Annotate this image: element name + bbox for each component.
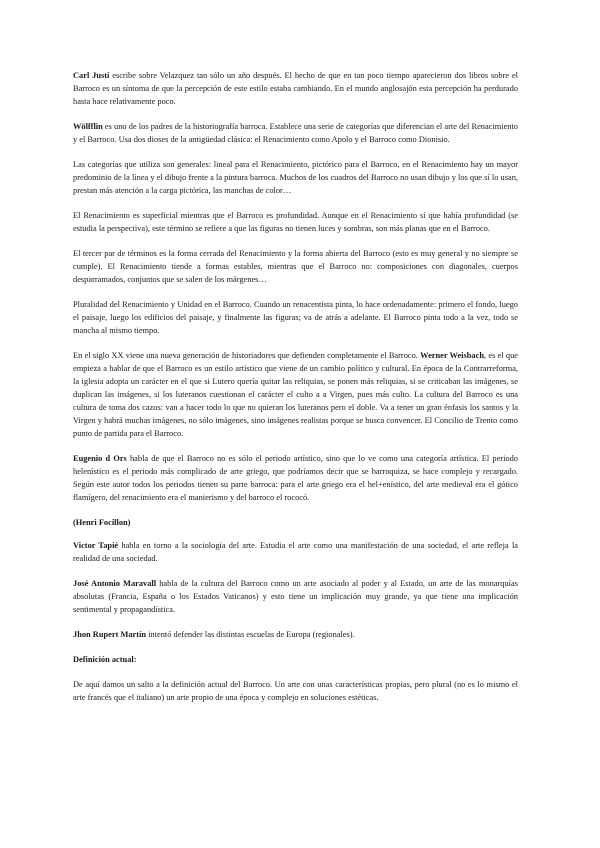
paragraph-justi (73, 69, 518, 108)
paragraph-text: es uno de los padres de la historiografía barroca. Establece una serie de categorías que diferencian el arte del Renacimiento y el Barroco. Usa dos dioses de la antigüedad clásica: el Renacimiento como Apolo y el Barroco como Dionisio. (73, 122, 518, 144)
paragraph-text: , es el que empieza a hablar de que el Barroco es un estilo artístico que viene de un cambio político y cultural. En época de la Contrarreforma, la iglesia adopta un carácter en el que si Lutero quería quitar las reliquias, se ponen más reliquias, si se criticaban las imágenes, se duplican las imágenes, si los luteranos cuestionan el carácter el culto a a Virgen, pues más culto. La cultura del Barroco es una cultura de toma dos cazos: van a hacer todo lo que no quieran los luteranos pero el doble. Va a tener un gran énfasis los santos y la Virgen y habrá muchas imágenes, no sólo imágenes, sino imágenes realistas porque se busca convencer. El Concilio de Trento como punto de partida para el Barroco. (73, 351, 518, 438)
author-name: Werner Weisbach (420, 351, 484, 360)
paragraph-tercer (73, 247, 518, 286)
paragraph-text: habla en torno a la sociología del arte. Estudia el arte como una manifestación de una sociedad, el arte refleja la realidad de una sociedad. (73, 541, 518, 563)
paragraph-text: El Renacimiento es superficial mientras que el Barroco es profundidad. Aunque en el Renacimiento sí que había profundidad (se estudia la perspectiva), este término se refiere a que las figuras no tienen luces y sombras, son más planas que en el Barroco. (73, 211, 518, 233)
paragraph-maravall (73, 577, 518, 616)
paragraph-text: El tercer par de términos es la forma cerrada del Renacimiento y la forma abierta del Barroco (esto es muy general y no siempre se cumple). El Renacimiento tiende a formas estables, mientras que el Barroco no: composiciones con diagonales, cuerpos desparramados, conjuntos que se salen de los márgenes… (73, 249, 518, 284)
paragraph-wolfflin (73, 120, 518, 146)
paragraph-martin (73, 628, 518, 641)
author-name: Wölfflin (73, 122, 103, 131)
author-name: Jhon Rupert Martín (73, 630, 147, 639)
paragraph-text: En el siglo XX viene una nueva generación de historiadores que defienden completamente el Barroco. (73, 351, 421, 360)
heading-focillon: (Henri Focillon) (73, 518, 131, 527)
paragraph-superficial (73, 209, 518, 235)
paragraph-siglo-xx (73, 349, 518, 440)
paragraph-text: habla de que el Barroco no es sólo el periodo artístico, sino que lo ve como una categoría artística. El periodo helenístico es el periodo más complicado de arte griego, que podríamos decir que se barroquiza, se hace complejo y recargado. Según este autor todos los periodos tienen su parte barroca: para el arte griego era el hel+enístico, del arte medieval era el gótico flamígero, del renacimiento era el manierismo y del barroco el rococó. (73, 454, 518, 502)
paragraph-categorias (73, 158, 518, 197)
author-name: José Antonio Maravall (73, 579, 157, 588)
paragraph-text: Las categorías que utiliza son generales: lineal para el Renacimiento, pictórico para el Barroco, en el Renacimiento hay un mayor predominio de la línea y el dibujo frente a la pintura barroca. Muchos de los cuadros del Barroco no usan dibujo y los que sí lo usan, prestan más atención a la carga pictórica, las manchas de color… (73, 160, 518, 195)
heading-definicion-actual: Definición actual: (73, 655, 137, 664)
paragraph-ors (73, 452, 518, 504)
author-name: Eugenio d Ors (73, 454, 127, 463)
author-name: Victor Tapié (73, 541, 119, 550)
paragraph-text: escribe sobre Velazquez tan sólo un año después. El hecho de que en tan poco tiempo aparecieron dos libros sobre el Barroco es un síntoma de que la percepción de este estilo estaba cambiando. En el mundo anglosajón esta percepción ha perdurado hasta hace relativamente poco. (73, 71, 518, 106)
paragraph-pluralidad (73, 298, 518, 337)
paragraph-tapie (73, 539, 518, 565)
author-name: Carl Justi (73, 71, 110, 80)
paragraph-text: intentó defender las distintas escuelas de Europa (regionales). (146, 630, 355, 639)
paragraph-final: De aquí damos un salto a la definición actual del Barroco. Un arte con unas características propias, pero plural (no es lo mismo el arte francés que el italiano) un arte propio de una época y complejo en soluciones estéticas. (73, 680, 518, 702)
paragraph-text: habla de la cultura del Barroco como un arte asociado al poder y al Estado, un arte de las monarquías absolutas (Francia, España o los Estados Vaticanos) y esto tiene un implicación muy grande, ya que tiene una implicación sentimental y propagandística. (73, 579, 518, 614)
paragraph-text: Pluralidad del Renacimiento y Unidad en el Barroco. Cuando un renacentista pinta, lo hace ordenadamente: primero el fondo, luego el paisaje, luego los edificios del paisaje, y finalmente las figuras; va de atrás a adelante. El Barroco pinta todo a la vez, todo se mancha al mismo tiempo. (73, 300, 518, 335)
